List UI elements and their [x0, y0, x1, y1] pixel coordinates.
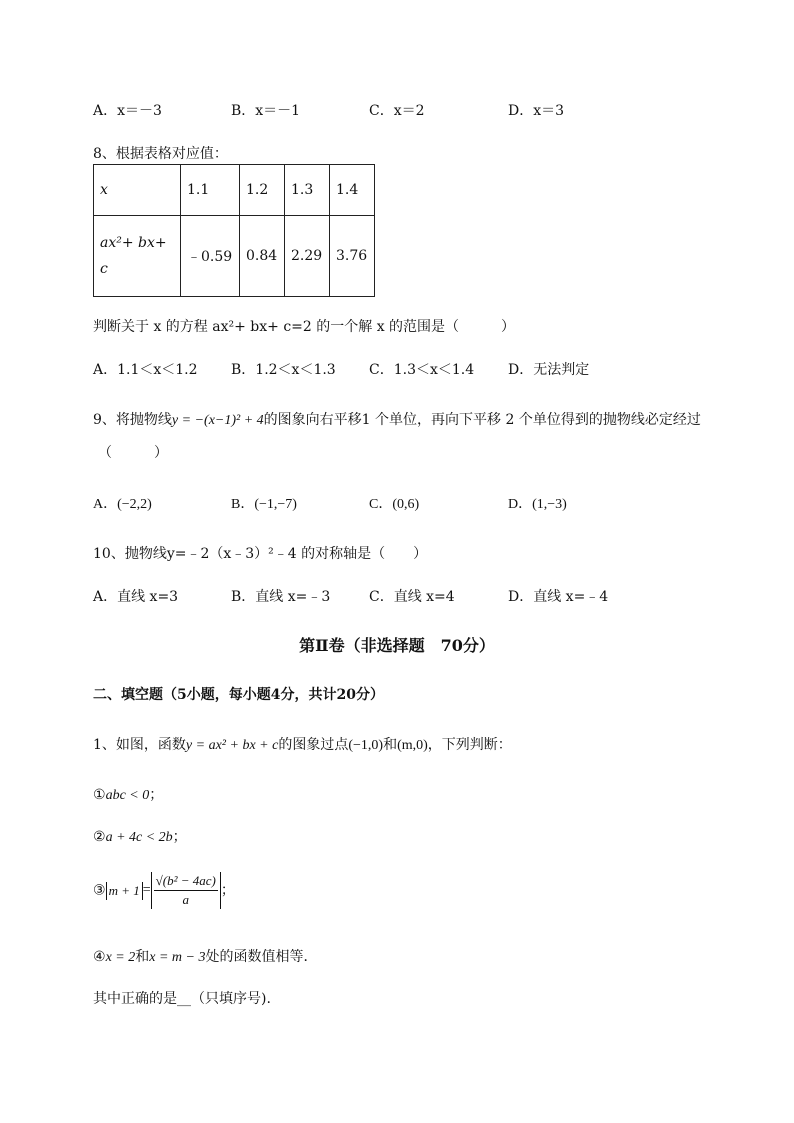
item3-num: √(b² − 4ac): [154, 872, 218, 891]
item2-formula: a + 4c < 2b: [105, 830, 173, 845]
table-cell: 1.1: [181, 165, 240, 216]
q9-option-c: C．(0,6): [369, 497, 420, 512]
q9-line1-pre: 9、将抛物线: [93, 412, 172, 428]
fill1-point1: (−1,0): [348, 738, 384, 753]
item3-fraction: [154, 872, 218, 909]
fill1-intro-post: ，下列判断：: [427, 737, 512, 753]
q9-option-d: D．(1,−3): [508, 497, 567, 512]
q10-option-d: D．直线 x=﹣4: [508, 589, 609, 605]
item4-and: 和: [135, 949, 150, 965]
item1-formula: abc < 0: [105, 788, 150, 803]
item4-a: x = 2: [105, 950, 136, 965]
q8-option-a: A．1.1＜x＜1.2: [93, 362, 198, 378]
table-cell: 3.76: [330, 216, 375, 297]
q10-option-c: C．直线 x=4: [369, 589, 455, 605]
q7-options: [93, 100, 733, 120]
q9-line1: [93, 409, 701, 429]
table-cell: 1.4: [330, 165, 375, 216]
q9-options: [93, 493, 733, 513]
fill1-item1: [93, 784, 163, 804]
fill1-intro-mid: 的图象过点: [278, 737, 349, 753]
item3-eq: =: [142, 882, 151, 898]
q8-prompt: 8、根据表格对应值：: [93, 146, 228, 162]
q10-option-a: A．直线 x=3: [93, 589, 179, 605]
q9-formula: y = −(x−1)² + 4: [171, 413, 264, 428]
q7-option-c: C．x＝2: [369, 103, 425, 119]
fill1-point2: (m,0): [397, 738, 428, 753]
section-heading: 第Ⅱ卷（非选择题 70分）: [299, 636, 495, 655]
table-cell: 1.2: [240, 165, 285, 216]
item3-left: m + 1: [108, 882, 140, 898]
table-cell: 2.29: [285, 216, 330, 297]
q10-text: 10、抛物线y=﹣2（x﹣3）²﹣4 的对称轴是（ ）: [93, 546, 428, 562]
item3-end: ；: [220, 882, 235, 899]
q9-option-a: A．(−2,2): [93, 497, 152, 512]
fill1-intro-formula: y = ax² + bx + c: [185, 738, 279, 753]
item2-mark: ②: [93, 829, 106, 845]
table-row-label: ax²+ bx+ c: [94, 216, 181, 297]
fill1-item4: [93, 946, 317, 966]
table-row: [94, 216, 375, 297]
q7-option-d: D．x＝3: [508, 103, 565, 119]
section-subheading: 二、填空题（5小题，每小题4分，共计20分）: [93, 687, 384, 703]
table-cell: 1.3: [285, 165, 330, 216]
q10-options: [93, 586, 733, 606]
fill1-intro-pre: 1、如图，函数: [93, 737, 186, 753]
fill1-answer-prompt: 其中正确的是__（只填序号).: [93, 991, 271, 1007]
q10-option-b: B．直线 x=﹣3: [231, 589, 331, 605]
item4-mark: ④: [93, 949, 106, 965]
fill1-item2: [93, 826, 187, 846]
q9-option-b: B．(−1,−7): [231, 497, 297, 512]
table-cell: ﹣0.59: [181, 216, 240, 297]
item3-right-abs: [151, 872, 221, 909]
item3-left-abs: [106, 882, 143, 900]
fill1-intro-and: 和: [383, 737, 398, 753]
q8-value-table: [93, 164, 375, 297]
q7-option-a: A．x＝－3: [93, 103, 162, 119]
q8-options: [93, 359, 733, 379]
fill1-item3: [93, 872, 235, 909]
item2-end: ；: [172, 829, 187, 845]
q8-option-c: C．1.3＜x＜1.4: [369, 362, 475, 378]
item3-mark: ③: [93, 882, 106, 899]
item1-mark: ①: [93, 787, 106, 803]
q9-line2: （ ）: [98, 445, 168, 461]
item4-post: 处的函数值相等．: [205, 949, 318, 965]
table-row: [94, 165, 375, 216]
q8-option-b: B．1.2＜x＜1.3: [231, 362, 336, 378]
q8-option-d: D．无法判定: [508, 362, 590, 378]
item3-den: a: [182, 892, 189, 907]
q7-option-b: B．x＝－1: [231, 103, 301, 119]
item1-end: ；: [149, 787, 164, 803]
q8-question: 判断关于 x 的方程 ax²+ bx+ c=2 的一个解 x 的范围是（ ）: [93, 319, 516, 335]
fill1-intro: [93, 734, 512, 754]
table-header-x: x: [94, 165, 181, 216]
item4-b: x = m − 3: [149, 950, 206, 965]
q9-line1-post: 的图象向右平移1 个单位，再向下平移 2 个单位得到的抛物线必定经过: [263, 412, 701, 428]
table-cell: 0.84: [240, 216, 285, 297]
